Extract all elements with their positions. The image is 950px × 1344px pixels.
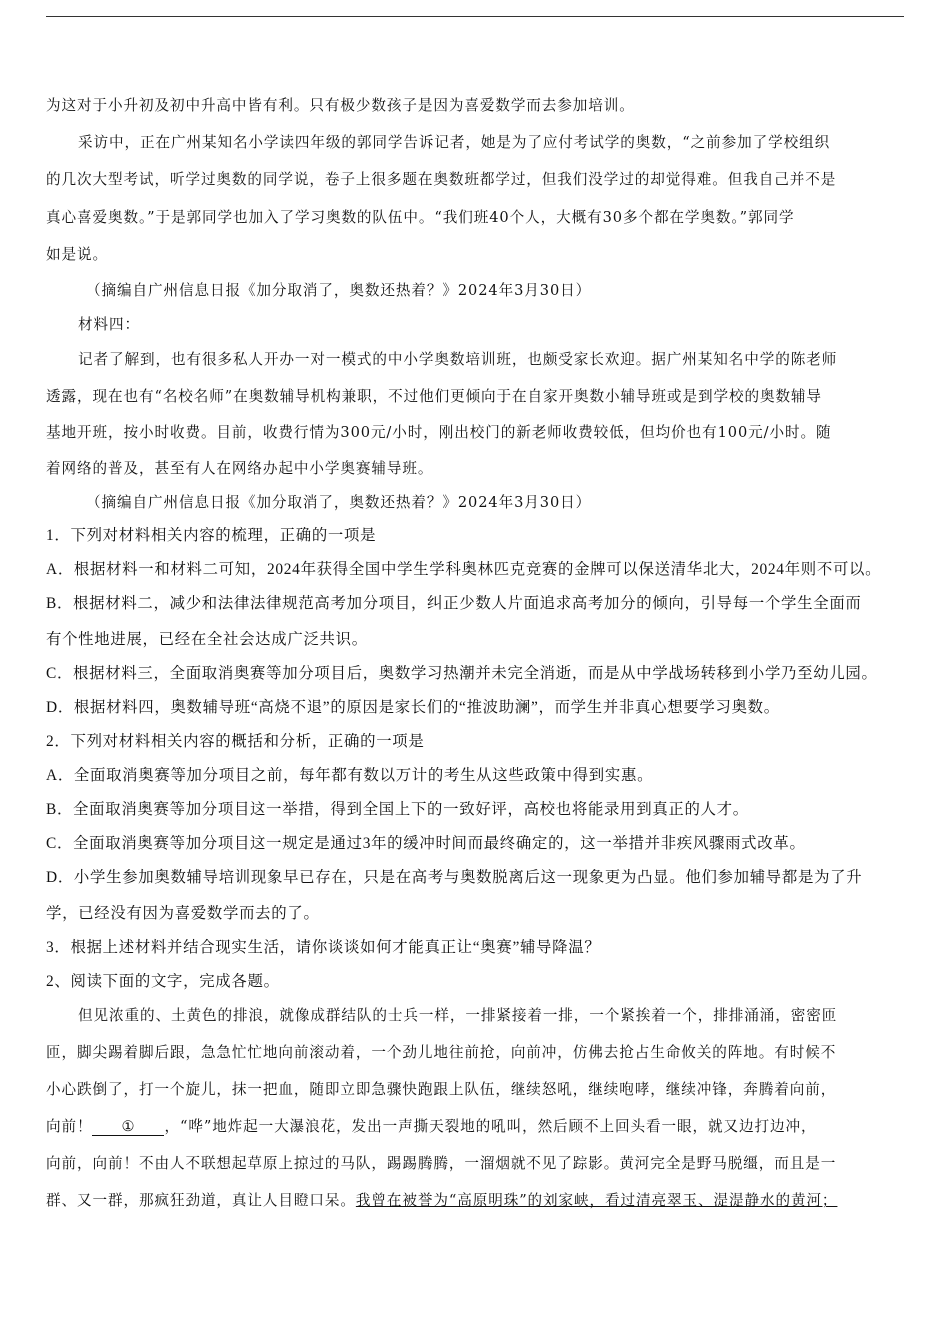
question-1-option-d: D．根据材料四，奥数辅导班“高烧不退”的原因是家长们的“推波助澜”，而学生并非真心想要学习奥数。 — [46, 699, 780, 716]
question-2-option-b: B．全面取消奥赛等加分项目这一举措，得到全国上下的一致好评，高校也将能录用到真正的人才。 — [46, 801, 749, 818]
passage-line: 向前，向前！不由人不联想起草原上掠过的马队，踢踢腾腾，一溜烟就不见了踪影。黄河完全是野马脱缰，而且是一 — [46, 1155, 837, 1172]
question-2: 2．下列对材料相关内容的概括和分析，正确的一项是 — [46, 733, 425, 750]
question-1-option-c: C．根据材料三，全面取消奥赛等加分项目后，奥数学习热潮并未完全消逝，而是从中学战场转移到小学乃至幼儿园。 — [46, 665, 878, 682]
passage-line: 但见浓重的、土黄色的排浪，就像成群结队的士兵一样，一排紧接着一排，一个紧挨着一个，排排涌涌，密密匝 — [78, 1007, 838, 1024]
question-1-option-b-cont: 有个性地进展，已经在全社会达成广泛共识。 — [46, 631, 368, 648]
paragraph-line: 采访中，正在广州某知名小学读四年级的郭同学告诉记者，她是为了应付考试学的奥数，“之前参加了学校组织 — [78, 134, 831, 151]
paragraph-line: 真心喜爱奥数。”于是郭同学也加入了学习奥数的队伍中。“我们班40个人，大概有30多个都在学奥数。”郭同学 — [46, 209, 795, 226]
question-2-option-c: C．全面取消奥赛等加分项目这一规定是通过3年的缓冲时间而最终确定的，这一举措并非疾风骤雨式改革。 — [46, 835, 806, 852]
section-heading-material-4: 材料四： — [78, 316, 140, 333]
paragraph-line: 着网络的普及，甚至有人在网络办起中小学奥赛辅导班。 — [46, 460, 434, 477]
question-1-option-b: B．根据材料二，减少和法律法律规范高考加分项目，纠正少数人片面追求高考加分的倾向，引导每一个学生全面而 — [46, 595, 862, 612]
passage-line: 小心跌倒了，打一个旋儿，抹一把血，随即立即急骤快跑跟上队伍，继续怒吼，继续咆哮，继续冲锋，奔腾着向前， — [46, 1081, 837, 1098]
passage-text: 群、又一群，那疯狂劲道，真让人目瞪口呆。 — [46, 1192, 356, 1209]
passage-text: 向前！ — [46, 1118, 93, 1135]
paragraph-line: 基地开班，按小时收费。目前，收费行情为300元/小时，刚出校门的新老师收费较低，但均价也有100元/小时。随 — [46, 424, 832, 441]
paragraph-line: 透露，现在也有“名校名师”在奥数辅导机构兼职，不过他们更倾向于在自家开奥数小辅导班或是到学校的奥数辅导 — [46, 388, 822, 405]
paragraph-line: 的几次大型考试，听学过奥数的同学说，卷子上很多题在奥数班都学过，但我们没学过的却觉得难。但我自己并不是 — [46, 171, 837, 188]
underlined-sentence: 我曾在被誉为“高原明珠”的刘家峡，看过清亮翠玉、湜湜静水的黄河； — [355, 1192, 838, 1209]
passage-line — [46, 1191, 837, 1211]
header-rule — [46, 16, 904, 17]
blank-1: ① — [92, 1119, 164, 1136]
question-2-option-a: A．全面取消奥赛等加分项目之前，每年都有数以万计的考生从这些政策中得到实惠。 — [46, 767, 654, 784]
passage-line-with-blank — [46, 1117, 816, 1137]
paragraph-line: 记者了解到，也有很多私人开办一对一模式的中小学奥数培训班，也颇受家长欢迎。据广州某知名中学的陈老师 — [78, 351, 838, 368]
question-2-option-d: D．小学生参加奥数辅导培训现象早已存在，只是在高考与奥数脱离后这一现象更为凸显。他们参加辅导都是为了升 — [46, 869, 863, 886]
passage-text: ，“哗”地炸起一大瀑浪花，发出一声撕天裂地的吼叫，然后顾不上回头看一眼，就又边打边冲， — [164, 1118, 817, 1135]
paragraph-line: 为这对于小升初及初中升高中皆有利。只有极少数孩子是因为喜爱数学而去参加培训。 — [46, 97, 635, 114]
question-1-option-a: A．根据材料一和材料二可知，2024年获得全国中学生学科奥林匹克竞赛的金牌可以保送清华北大，2024年则不可以。 — [46, 561, 882, 578]
passage-line: 匝，脚尖踢着脚后跟，急急忙忙地向前滚动着，一个劲儿地往前抢，向前冲，仿佛去抢占生命攸关的阵地。有时候不 — [46, 1044, 837, 1061]
question-3: 3．根据上述材料并结合现实生活，请你谈谈如何才能真正让“奥赛”辅导降温？ — [46, 939, 601, 956]
paragraph-line: 如是说。 — [46, 246, 108, 263]
source-citation: （摘编自广州信息日报《加分取消了，奥数还热着？》2024年3月30日） — [86, 282, 592, 299]
reading-section-heading: 2、阅读下面的文字，完成各题。 — [46, 973, 280, 990]
question-1: 1．下列对材料相关内容的梳理，正确的一项是 — [46, 527, 377, 544]
source-citation: （摘编自广州信息日报《加分取消了，奥数还热着？》2024年3月30日） — [86, 494, 592, 511]
question-2-option-d-cont: 学，已经没有因为喜爱数学而去的了。 — [46, 905, 320, 922]
